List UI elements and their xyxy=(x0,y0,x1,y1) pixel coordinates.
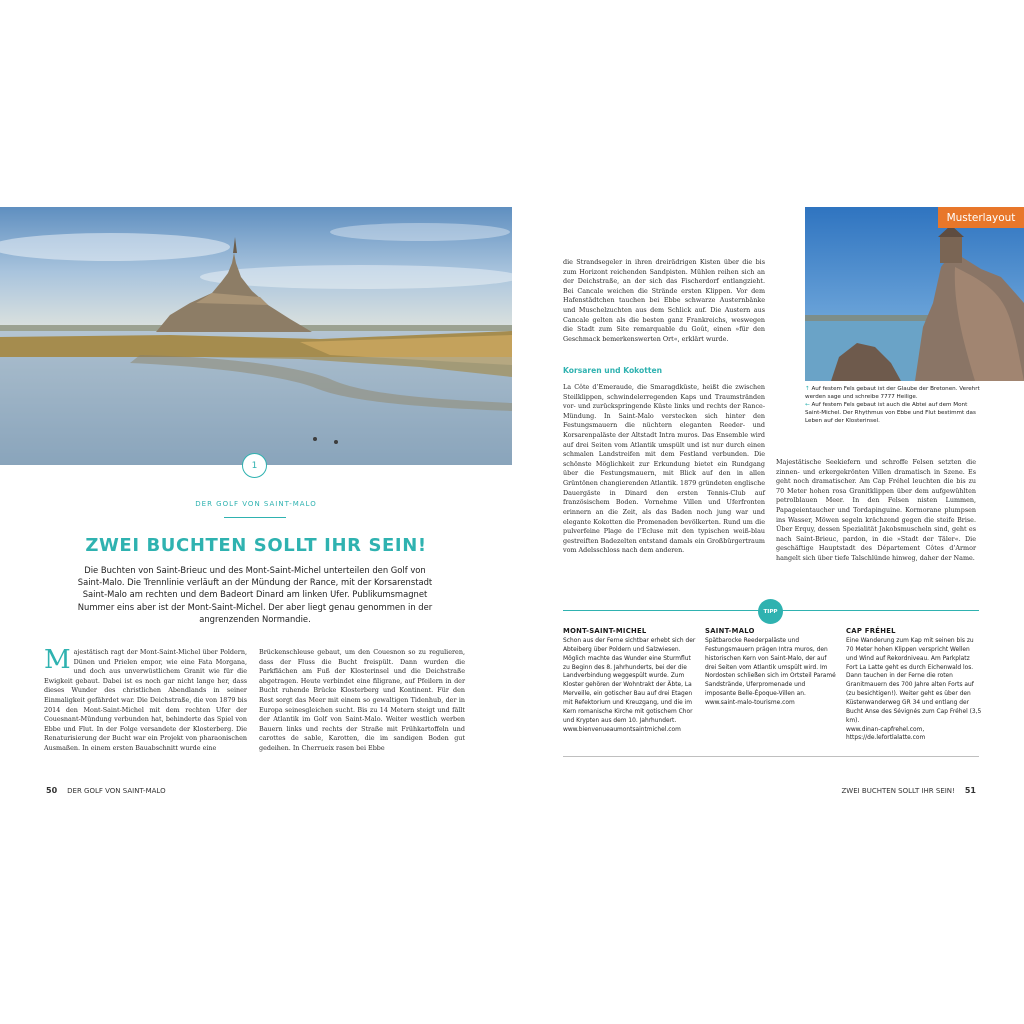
page-title: ZWEI BUCHTEN SOLLT IHR SEIN! xyxy=(85,535,427,556)
running-head: ZWEI BUCHTEN SOLLT IHR SEIN! xyxy=(841,787,955,795)
drop-cap: M xyxy=(44,645,71,675)
body-text: ajestätisch ragt der Mont-Saint-Michel über Poldern, Dünen und Prielen empor, wie eine Fata Morgana, und doch aus unverwüstlichem Granit wie für die Ewigkeit gebaut. Dabei ist es noch gar nicht lange her, dass dieses Wunder des christlichen Abendlands in seiner Einmaligkeit gefährdet war. Die Deichstraße, die von 1879 bis 2014 den Mont-Saint-Michel mit dem rechten Ufer der Couesnant-Mündung verbunden hat, behinderte das Spiel von Ebbe und Flut. In der Folge versandete der Klosterberg. Die Renaturisierung der Bucht war ein Projekt von pharaonischen Ausmaßen. In einem ersten Bauabschnitt wurde eine xyxy=(44,648,247,753)
tip-title: MONT-SAINT-MICHEL xyxy=(563,627,647,635)
body-column-4 xyxy=(563,383,765,556)
tip-box xyxy=(563,627,696,734)
arrow-up-icon: ↑ xyxy=(805,386,810,392)
body-text: Brückenschleuse gebaut, um den Couesnon so zu regulieren, dass der Fluss die Bucht freispült. Dann wurden die Parkflächen am Fuß der Klosterinsel und die Deichstraße abgetragen. Heute verbindet eine filigrane, auf Pfeilern in der Bucht ruhende Brücke Klosterberg und Kontinent. Für den Rest sorgt das Meer mit einem so gewaltigen Tidenhub, der in Europa seinesgleichen sucht. Bis zu 14 Metern steigt und fällt der Atlantik im Golf von Saint-Malo. Weiter westlich werben Bauern links und rechts der Straße mit Frühkartoffeln und carottes de sable, Karotten, die im sandigen Boden gut gedeihen. In Cherrueix rasen bei Ebbe xyxy=(259,648,465,753)
kicker-divider xyxy=(224,517,286,518)
page-number: 51 xyxy=(964,786,976,795)
tip-title: CAP FRÉHEL xyxy=(846,627,896,635)
tip-text: Schon aus der Ferne sichtbar erhebt sich der Abteiberg über Poldern und Salzwiesen. Möglich machte das Wunder eine Sturmflut zu Beginn des 8. Jahrhunderts, bei der die Landverbindung weggespült wurde. Zum Kloster gehören der Wohntrakt der Äbte, La Merveille, ein gotischer Bau auf drei Etagen mit Refektorium und Kreuzgang, und die im Kern romanische Kirche mit gotischem Chor und Krypten aus dem 10. Jahrhundert. xyxy=(563,638,696,724)
body-text: Majestätische Seekiefern und schroffe Felsen setzten die zinnen- und erkergekrönten Villen dramatisch in Szene. Es geht noch dramatischer. Am Cap Fréhel leuchten die bis zu 70 Meter hohen rosa Granitklippen über dem aufgewühlten petrolblauen Meer. In den Felsen nisten Lummen, Papageientaucher und Tordapinguine. Kormorane plumpsen ins Wasser, Möwen segeln krächzend gegen die steife Brise. Über Erquy, dessen Spezialität Jakobsmuscheln sind, geht es nach Saint-Brieuc, pardon, in die »Stadt der Täler«. Die geschäftige Hauptstadt des Département Côtes d’Armor hangelt sich über tiefe Talschlünde hinweg, daher der Name. xyxy=(776,458,976,563)
body-text: die Strandsegeler in ihren dreirädrigen Kisten über die bis zum Horizont reichenden Sandpisten. Mühlen reihen sich an der Deichstraße, an der sich das Fischerdorf entlangzieht. Bei Cancale weichen die Strände ersten Klippen. Vor dem Hafenstädtchen tauchen bei Ebbe schwarze Austernbänke und Muschelzuchten aus dem Schlick auf. Die Austern aus Cancale gelten als die besten ganz Frankreichs, weswegen die Stadt zum Site remarquable du Goût, einen »für den Geschmack bemerkenswerten Ort«, erklärt wurde. xyxy=(563,258,765,343)
tip-text: Eine Wanderung zum Kap mit seinen bis zu 70 Meter hohen Klippen verspricht Wellen und Wind auf Rekordniveau. Am Parkplatz Fort La Latte geht es durch Eichenwald los. Dann tauchen in der Ferne die roten Granitmauern des 700 Jahre alten Forts auf (zu besichtigen!). Weiter geht es über den Küstenwanderweg GR 34 und entlang der Bucht Anse des Sévignés zum Cap Fréhel (3,5 km). xyxy=(846,638,982,724)
caption-text: Auf festem Fels gebaut ist auch die Abtei auf dem Mont Saint-Michel. Der Rhythmus von Ebbe und Flut bestimmt das Leben auf der Klosterinsel. xyxy=(805,402,976,425)
section-subhead: Korsaren und Kokotten xyxy=(563,366,663,375)
caption-text: Auf festem Fels gebaut ist der Glaube der Bretonen. Verehrt werden sage und schreibe 7777 Heilige. xyxy=(805,386,980,401)
tip-link[interactable]: www.saint-malo-tourisme.com xyxy=(705,700,795,707)
chapel-rock-photo xyxy=(805,207,1024,381)
tipp-bottom-divider xyxy=(563,756,979,757)
tip-link[interactable]: www.dinan-capfrehel.com, https://de.lefortlalatte.com xyxy=(846,726,926,742)
tip-box xyxy=(705,627,838,708)
lead-paragraph: Die Buchten von Saint-Brieuc und des Mont-Saint-Michel unterteilen den Golf von Saint-Malo. Die Trennlinie verläuft an der Mündung der Rance, mit der Korsarenstadt Saint-Malo am rechten und dem Badeort Dinard am linken Ufer. Publikumsmagnet Nummer eins aber ist der Mont-Saint-Michel. Der aber liegt genau genommen in der angrenzenden Normandie. xyxy=(77,565,433,624)
body-column-2 xyxy=(259,648,465,754)
running-head: DER GOLF VON SAINT-MALO xyxy=(67,787,166,795)
photo-caption xyxy=(805,385,985,426)
chapel-illustration xyxy=(805,207,1024,381)
body-text: La Côte d’Emeraude, die Smaragdküste, heißt die zwischen Steilklippen, schwindelerregenden Kaps und Traumstränden vor- und zurückspringende Küste links und rechts der Rance-Mündung. In Saint-Malo verstecken sich hinter den Festungsmauern die nüchtern eleganten Reeder- und Korsarenpaläste der Altstadt Intra muros. Das Ensemble wird auf drei Seiten vom Atlantik umspült und ist nur durch einen schmalen Landstreifen mit dem Festland verbunden. Die schönste Möglichkeit zur Erkundung bietet ein Rundgang über die Festungsmauern, mit Blick auf den in allen Grüntönen changierenden Atlantik. 1879 gründeten englische Dauergäste in Dinard den ersten Tennis-Club auf französischem Boden. Vornehme Villen und Uferfronten erinnern an die Zeit, als das Baden noch jung war und elegante Kokotten die Promenaden bevölkerten. Rund um die pulverfeine Plage de l’Ecluse mit den typischen weiß-blau gestreiften Badezelten entstand damals ein Großbürgertraum vom Adelsschloss nach dem anderen. xyxy=(563,383,765,555)
folio-right xyxy=(842,786,977,795)
tip-title: SAINT-MALO xyxy=(705,627,755,635)
body-column-1 xyxy=(44,645,247,754)
tip-text: Spätbarocke Reederpaläste und Festungsmauern prägen Intra muros, den historischen Kern von Saint-Malo, der auf drei Seiten vom Atlantik umspült wird. Im Nordosten schließen sich im Ortsteil Paramé Sandstrände, Uferpromenade und imposante Belle-Époque-Villen an. xyxy=(705,638,836,698)
arrow-left-icon: ← xyxy=(805,402,810,409)
section-kicker: DER GOLF VON SAINT-MALO xyxy=(195,500,317,508)
tipp-badge: TIPP xyxy=(758,599,783,624)
tip-link[interactable]: www.bienvenueaumontsaintmichel.com xyxy=(563,726,681,733)
mont-saint-michel-photo xyxy=(0,207,512,465)
body-column-5 xyxy=(776,458,976,564)
page-number: 50 xyxy=(46,786,58,795)
folio-left xyxy=(46,786,166,795)
tip-box xyxy=(846,627,982,743)
layout-tag: Musterlayout xyxy=(938,207,1024,228)
chapter-number-badge: 1 xyxy=(242,453,267,478)
landscape-illustration xyxy=(0,207,512,465)
body-column-3 xyxy=(563,258,765,344)
